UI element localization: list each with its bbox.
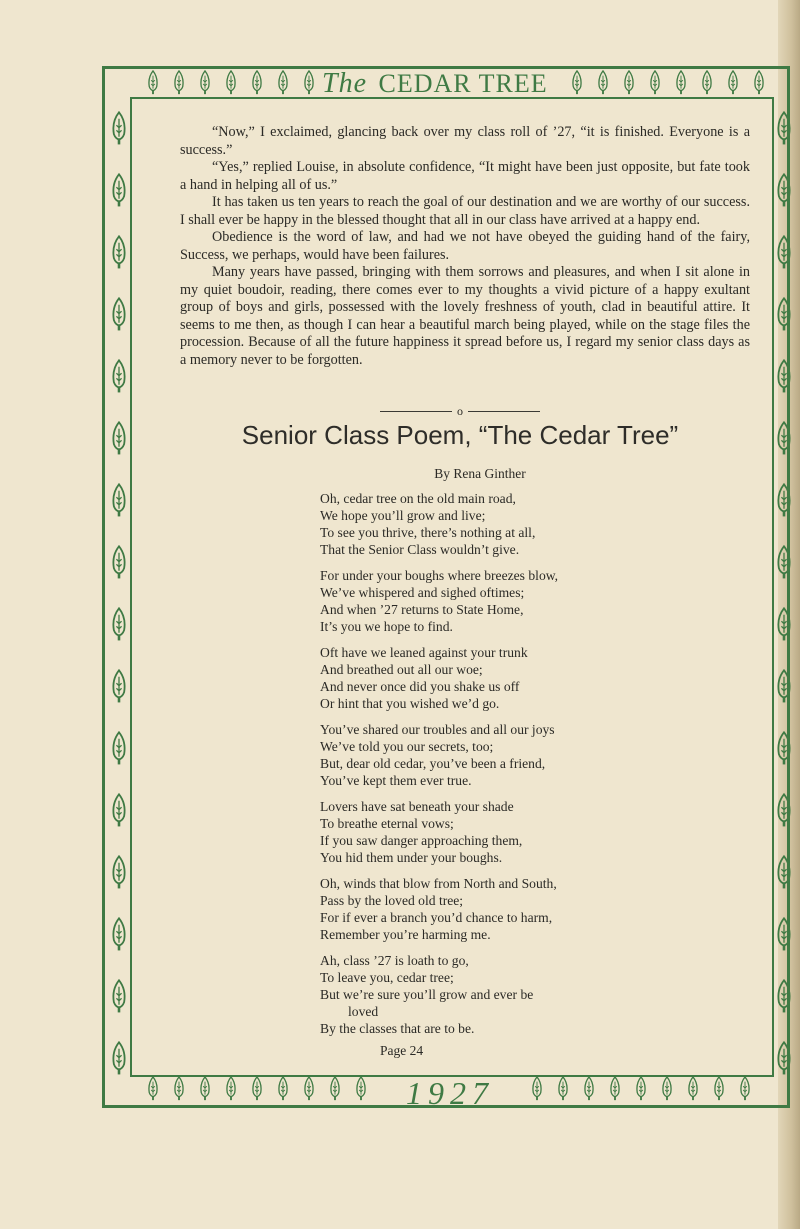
cedar-tree-icon bbox=[775, 978, 793, 1016]
poem-line: That the Senior Class wouldn’t give. bbox=[320, 542, 520, 557]
poem-line: Oh, cedar tree on the old main road, bbox=[320, 491, 516, 506]
cedar-tree-icon bbox=[608, 1076, 622, 1102]
cedar-tree-icon bbox=[622, 70, 636, 96]
cedar-tree-icon bbox=[775, 482, 793, 520]
cedar-tree-icon bbox=[172, 1076, 186, 1102]
cedar-tree-icon bbox=[110, 1040, 128, 1078]
prose-paragraph: “Now,” I exclaimed, glancing back over my class roll of ’27, “it is finished. Everyone is a success.” bbox=[180, 124, 750, 158]
cedar-tree-icon bbox=[674, 70, 688, 96]
poem-stanza bbox=[320, 721, 620, 789]
cedar-tree-icon bbox=[224, 1076, 238, 1102]
cedar-tree-icon bbox=[775, 606, 793, 644]
poem-line: We hope you’ll grow and live; bbox=[320, 508, 486, 523]
poem-line: We’ve told you our secrets, too; bbox=[320, 739, 494, 754]
divider-line-left bbox=[380, 411, 452, 412]
prose-paragraph: Many years have passed, bringing with them sorrows and pleasures, and when I sit alone in my quiet boudoir, reading, there comes ever to my thoughts a vivid picture of a happy exultant group of boys and girls, possessed with the lovely freshness of youth, clad in beautiful attire. It seems to me then, as though I can hear a beautiful march being played, while on the stage files the procession. Because of all the future happiness it spread before us, I regard my senior class days as a memory never to be forgotten. bbox=[180, 264, 750, 368]
poem-stanza bbox=[320, 490, 620, 558]
poem-line: You’ve shared our troubles and all our joys bbox=[320, 722, 555, 737]
cedar-tree-icon bbox=[775, 916, 793, 954]
cedar-tree-icon bbox=[582, 1076, 596, 1102]
section-divider bbox=[380, 404, 540, 418]
poem-line: But we’re sure you’ll grow and ever be bbox=[320, 987, 534, 1002]
cedar-tree-icon bbox=[110, 358, 128, 396]
cedar-tree-icon bbox=[302, 1076, 316, 1102]
cedar-tree-icon bbox=[276, 70, 290, 96]
cedar-tree-icon bbox=[775, 296, 793, 334]
cedar-tree-icon bbox=[198, 1076, 212, 1102]
cedar-tree-icon bbox=[634, 1076, 648, 1102]
cedar-tree-icon bbox=[775, 854, 793, 892]
poem-stanza bbox=[320, 875, 620, 943]
poem-stanza bbox=[320, 798, 620, 866]
cedar-tree-icon bbox=[775, 172, 793, 210]
cedar-tree-icon bbox=[328, 1076, 342, 1102]
poem-line: And breathed out all our woe; bbox=[320, 662, 483, 677]
poem-line: loved bbox=[348, 1004, 379, 1019]
prose-paragraph: “Yes,” replied Louise, in absolute confidence, “It might have been just opposite, but fate took a hand in helping all of us.” bbox=[180, 159, 750, 193]
poem-stanza bbox=[320, 952, 620, 1037]
poem-line: For if ever a branch you’d chance to harm, bbox=[320, 910, 553, 925]
header-title-text: CEDAR TREE bbox=[378, 69, 548, 98]
cedar-tree-icon bbox=[775, 420, 793, 458]
cedar-tree-icon bbox=[700, 70, 714, 96]
cedar-tree-icon bbox=[775, 792, 793, 830]
cedar-tree-icon bbox=[146, 70, 160, 96]
poem-line: Or hint that you wished we’d go. bbox=[320, 696, 500, 711]
cedar-tree-icon bbox=[110, 234, 128, 272]
cedar-tree-icon bbox=[276, 1076, 290, 1102]
cedar-tree-icon bbox=[224, 70, 238, 96]
footer-year: 1927 bbox=[406, 1075, 494, 1111]
divider-line-right bbox=[468, 411, 540, 412]
cedar-tree-icon bbox=[556, 1076, 570, 1102]
cedar-tree-icon bbox=[775, 544, 793, 582]
cedar-tree-icon bbox=[250, 1076, 264, 1102]
cedar-tree-icon bbox=[775, 358, 793, 396]
poem-line: Oft have we leaned against your trunk bbox=[320, 645, 528, 660]
cedar-tree-icon bbox=[302, 70, 316, 96]
cedar-tree-icon bbox=[110, 730, 128, 768]
cedar-tree-icon bbox=[775, 110, 793, 148]
cedar-tree-icon bbox=[686, 1076, 700, 1102]
poem-line: To see you thrive, there’s nothing at all, bbox=[320, 525, 536, 540]
cedar-tree-icon bbox=[172, 70, 186, 96]
poem-byline: By Rena Ginther bbox=[434, 466, 526, 481]
page-number: Page 24 bbox=[380, 1043, 424, 1058]
poem-line: Oh, winds that blow from North and South, bbox=[320, 876, 557, 891]
header-the: The bbox=[322, 68, 367, 99]
poem-line: To breathe eternal vows; bbox=[320, 816, 454, 831]
poem-line: To leave you, cedar tree; bbox=[320, 970, 454, 985]
cedar-tree-icon bbox=[110, 854, 128, 892]
cedar-tree-icon bbox=[110, 172, 128, 210]
cedar-tree-icon bbox=[775, 668, 793, 706]
poem-line: If you saw danger approaching them, bbox=[320, 833, 523, 848]
poem-line: But, dear old cedar, you’ve been a friend, bbox=[320, 756, 546, 771]
cedar-tree-icon bbox=[726, 70, 740, 96]
prose-paragraph: Obedience is the word of law, and had we not have obeyed the guiding hand of the fairy, Success, we perhaps, would have been failures. bbox=[180, 229, 750, 263]
poem-line: You hid them under your boughs. bbox=[320, 850, 503, 865]
poem-body bbox=[320, 490, 620, 1046]
cedar-tree-icon bbox=[110, 420, 128, 458]
poem-line: We’ve whispered and sighed oftimes; bbox=[320, 585, 525, 600]
cedar-tree-icon bbox=[354, 1076, 368, 1102]
cedar-tree-icon bbox=[110, 296, 128, 334]
cedar-tree-icon bbox=[110, 668, 128, 706]
poem-line: For under your boughs where breezes blow, bbox=[320, 568, 559, 583]
cedar-tree-icon bbox=[712, 1076, 726, 1102]
cedar-tree-icon bbox=[110, 978, 128, 1016]
cedar-tree-icon bbox=[530, 1076, 544, 1102]
poem-stanza bbox=[320, 644, 620, 712]
cedar-tree-icon bbox=[775, 234, 793, 272]
cedar-tree-icon bbox=[146, 1076, 160, 1102]
poem-line: And never once did you shake us off bbox=[320, 679, 520, 694]
divider-mark: o bbox=[457, 404, 463, 418]
poem-line: By the classes that are to be. bbox=[320, 1021, 475, 1036]
cedar-tree-icon bbox=[110, 110, 128, 148]
poem-line: Remember you’re harming me. bbox=[320, 927, 491, 942]
cedar-tree-icon bbox=[775, 730, 793, 768]
cedar-tree-icon bbox=[752, 70, 766, 96]
page-header bbox=[322, 68, 562, 102]
poem-line: And when ’27 returns to State Home, bbox=[320, 602, 524, 617]
cedar-tree-icon bbox=[660, 1076, 674, 1102]
poem-title: Senior Class Poem, “The Cedar Tree” bbox=[241, 420, 679, 450]
cedar-tree-icon bbox=[110, 792, 128, 830]
cedar-tree-icon bbox=[648, 70, 662, 96]
cedar-tree-icon bbox=[570, 70, 584, 96]
poem-stanza bbox=[320, 567, 620, 635]
prose-paragraph: It has taken us ten years to reach the goal of our destination and we are worthy of our success. I shall ever be happy in the blessed thought that all in our class have arrived at a happy end. bbox=[180, 194, 750, 228]
cedar-tree-icon bbox=[110, 916, 128, 954]
poem-line: Lovers have sat beneath your shade bbox=[320, 799, 514, 814]
poem-line: Ah, class ’27 is loath to go, bbox=[320, 953, 469, 968]
cedar-tree-icon bbox=[110, 544, 128, 582]
cedar-tree-icon bbox=[775, 1040, 793, 1078]
poem-line: It’s you we hope to find. bbox=[320, 619, 453, 634]
cedar-tree-icon bbox=[738, 1076, 752, 1102]
prose-section bbox=[180, 124, 750, 369]
cedar-tree-icon bbox=[110, 606, 128, 644]
cedar-tree-icon bbox=[198, 70, 212, 96]
cedar-tree-icon bbox=[250, 70, 264, 96]
cedar-tree-icon bbox=[596, 70, 610, 96]
cedar-tree-icon bbox=[110, 482, 128, 520]
poem-line: Pass by the loved old tree; bbox=[320, 893, 464, 908]
poem-line: You’ve kept them ever true. bbox=[320, 773, 472, 788]
